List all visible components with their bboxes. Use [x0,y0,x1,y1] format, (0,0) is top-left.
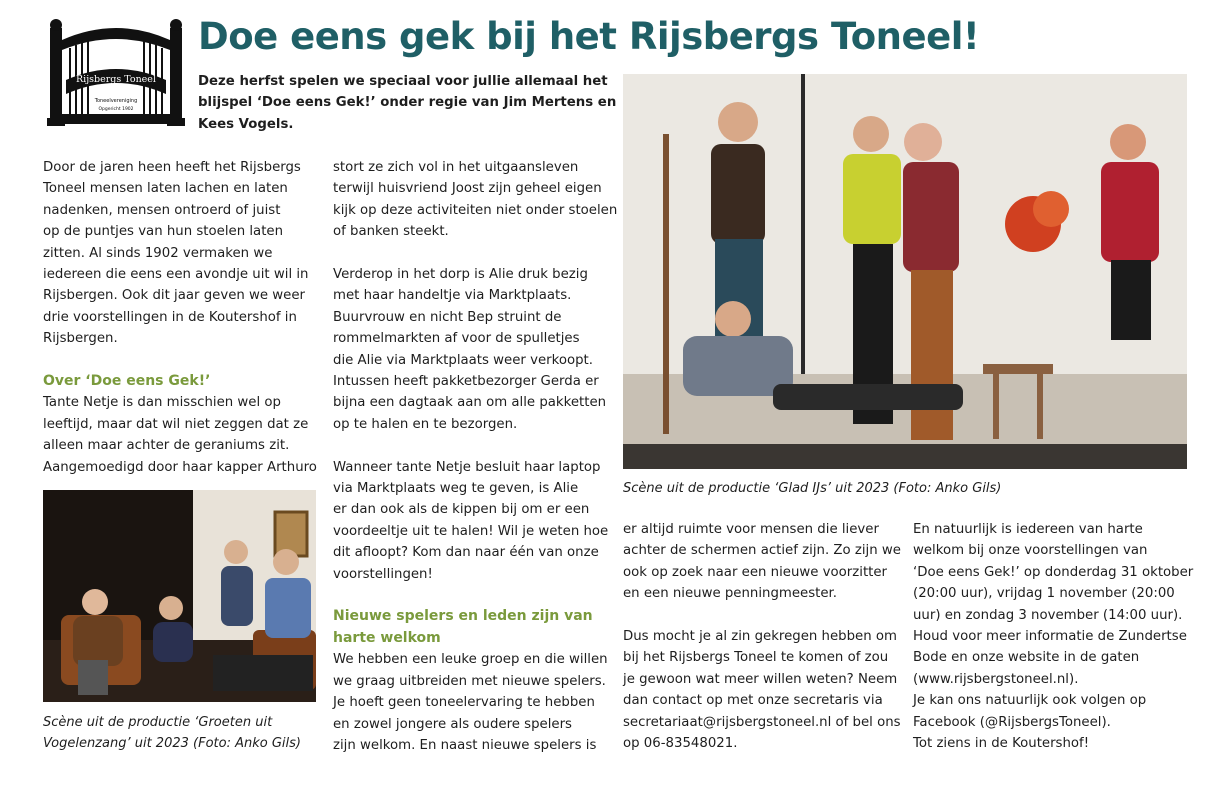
photo-groeten-uit-vogelenzang [43,490,316,702]
section-heading-over: Over ‘Doe eens Gek!’ [43,373,211,390]
intro-paragraph: Deze herfst spelen we speciaal voor jullie allemaal het blijspel ‘Doe eens Gek!’ onder regie van Jim Mertens en Kees Vogels. [198,74,617,132]
logo-text: Rijsbergs Toneel [76,74,156,85]
photo-glad-ijs [623,74,1187,469]
column-3: er altijd ruimte voor mensen die liever achter de schermen actief zijn. Zo zijn we ook op zoek naar een nieuwe voorzitter en een nieuwe penningmeester. Dus mocht je al zin gekregen hebben om bij het Rijsbergs Toneel te komen of zou je gewoon wat meer willen weten? Neem dan contact op met onze secretaris via secretariaat@rijsbergstoneel.nl of bel ons op 06-83548021. [623,519,908,754]
column-1: Door de jaren heen heeft het Rijsbergs Toneel mensen laten lachen en laten nadenken, mensen ontroerd of juist op de puntjes van hun stoelen laten zitten. Al sinds 1902 vermaken we iedereen die eens een avondje uit wil in Rijsbergen. Ook dit jaar geven we weer drie voorstellingen in de Koutershof in Rijsbergen. Over ‘Doe eens Gek!’ Tante Netje is dan misschien wel op leeftijd, maar dat wil niet zeggen dat ze alleen maar achter de geraniums zit. Aangemoedigd door haar kapper Arthuro [43,157,328,478]
rijsbergs-toneel-logo [46,18,186,130]
caption-photo-2: Scène uit de productie ‘Glad IJs’ uit 2023 (Foto: Anko Gils) [623,481,1002,496]
page-title: Doe eens gek bij het Rijsbergs Toneel! [198,15,980,58]
svg-text:Opgericht 1902: Opgericht 1902 [98,107,134,112]
website-line: (www.rijsbergstoneel.nl). [913,671,1079,687]
column-4: En natuurlijk is iedereen van harte welkom bij onze voorstellingen van ‘Doe eens Gek!’ op donderdag 31 oktober (20:00 uur), vrijdag 1 november (20:00 uur) en zondag 3 november (14:00 uur). Houd voor meer informatie de Zundertse Bode en onze website in de gaten (www.rijsbergstoneel.nl). Je kan ons natuurlijk ook volgen op Facebook (@RijsbergsToneel). Tot ziens in de Koutershof! [913,519,1198,754]
section-heading-nieuwe-spelers: Nieuwe spelers en leden zijn van [333,608,593,625]
svg-text:Toneelvereniging: Toneelvereniging [94,98,138,104]
secretary-email-line: secretariaat@rijsbergstoneel.nl of bel ons [623,714,901,730]
phone-line: op 06-83548021. [623,736,738,752]
column-2: stort ze zich vol in het uitgaansleven terwijl huisvriend Joost zijn geheel eigen kijk op deze activiteiten niet onder stoelen of banken steekt. Verderop in het dorp is Alie druk bezig met haar handeltje via Marktplaats. Buurvrouw en nicht Bep struint de rommelmarkten af voor de spulletjes die Alie via Marktplaats weer verkoopt. Intussen heeft pakketbezorger Gerda er bijna een dagtaak aan om alle pakketten op te halen en te bezorgen. Wanneer tante Netje besluit haar laptop via Marktplaats weg te geven, is Alie er dan ook als de kippen bij om er een voordeeltje uit te halen! Wil je weten hoe dit afloopt? Kom dan naar één van onze voorstellingen! Nieuwe spelers en leden zijn van harte welkom We hebben een leuke groep en die willen we graag uitbreiden met nieuwe spelers. Je hoeft geen toneelervaring te hebben en zowel jongere als oudere spelers zijn welkom. En naast nieuwe spelers is [333,160,618,753]
caption-photo-1: Scène uit de productie ‘Groeten uit Vogelenzang’ uit 2023 (Foto: Anko Gils) [43,715,301,751]
